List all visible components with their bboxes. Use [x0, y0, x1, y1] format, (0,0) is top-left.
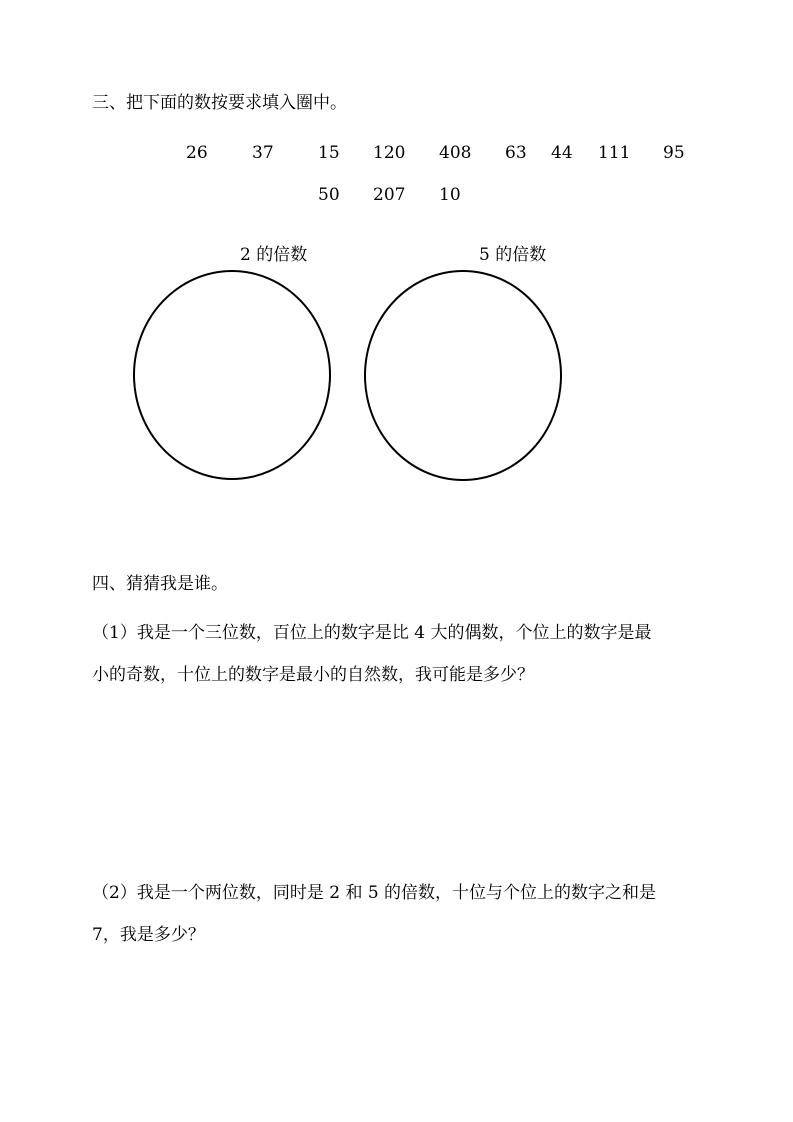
answer-circle-multiples-of-2[interactable]	[133, 270, 331, 480]
number-item: 26	[186, 143, 208, 163]
number-item: 44	[551, 143, 573, 163]
number-item: 37	[252, 143, 274, 163]
number-item: 408	[439, 143, 472, 163]
section-3-heading: 三、把下面的数按要求填入圈中。	[92, 93, 347, 113]
question-2-line-1: （2）我是一个两位数，同时是 2 和 5 的倍数，十位与个位上的数字之和是	[92, 883, 657, 903]
question-1-line-1: （1）我是一个三位数，百位上的数字是比 4 大的偶数，个位上的数字是最	[92, 623, 652, 643]
number-item: 120	[373, 143, 406, 163]
number-item: 207	[373, 185, 406, 205]
number-item: 50	[318, 185, 340, 205]
number-item: 63	[505, 143, 527, 163]
section-4-heading: 四、猜猜我是谁。	[92, 574, 228, 594]
answer-circle-multiples-of-5[interactable]	[364, 270, 562, 481]
question-1-line-2: 小的奇数，十位上的数字是最小的自然数，我可能是多少？	[92, 665, 534, 685]
circle-label-multiples-of-5: 5 的倍数	[479, 245, 547, 265]
number-item: 10	[439, 185, 461, 205]
number-item: 95	[663, 143, 685, 163]
circle-label-multiples-of-2: 2 的倍数	[240, 245, 308, 265]
number-item: 111	[598, 143, 631, 163]
question-2-line-2: 7，我是多少？	[92, 925, 205, 945]
number-item: 15	[318, 143, 340, 163]
